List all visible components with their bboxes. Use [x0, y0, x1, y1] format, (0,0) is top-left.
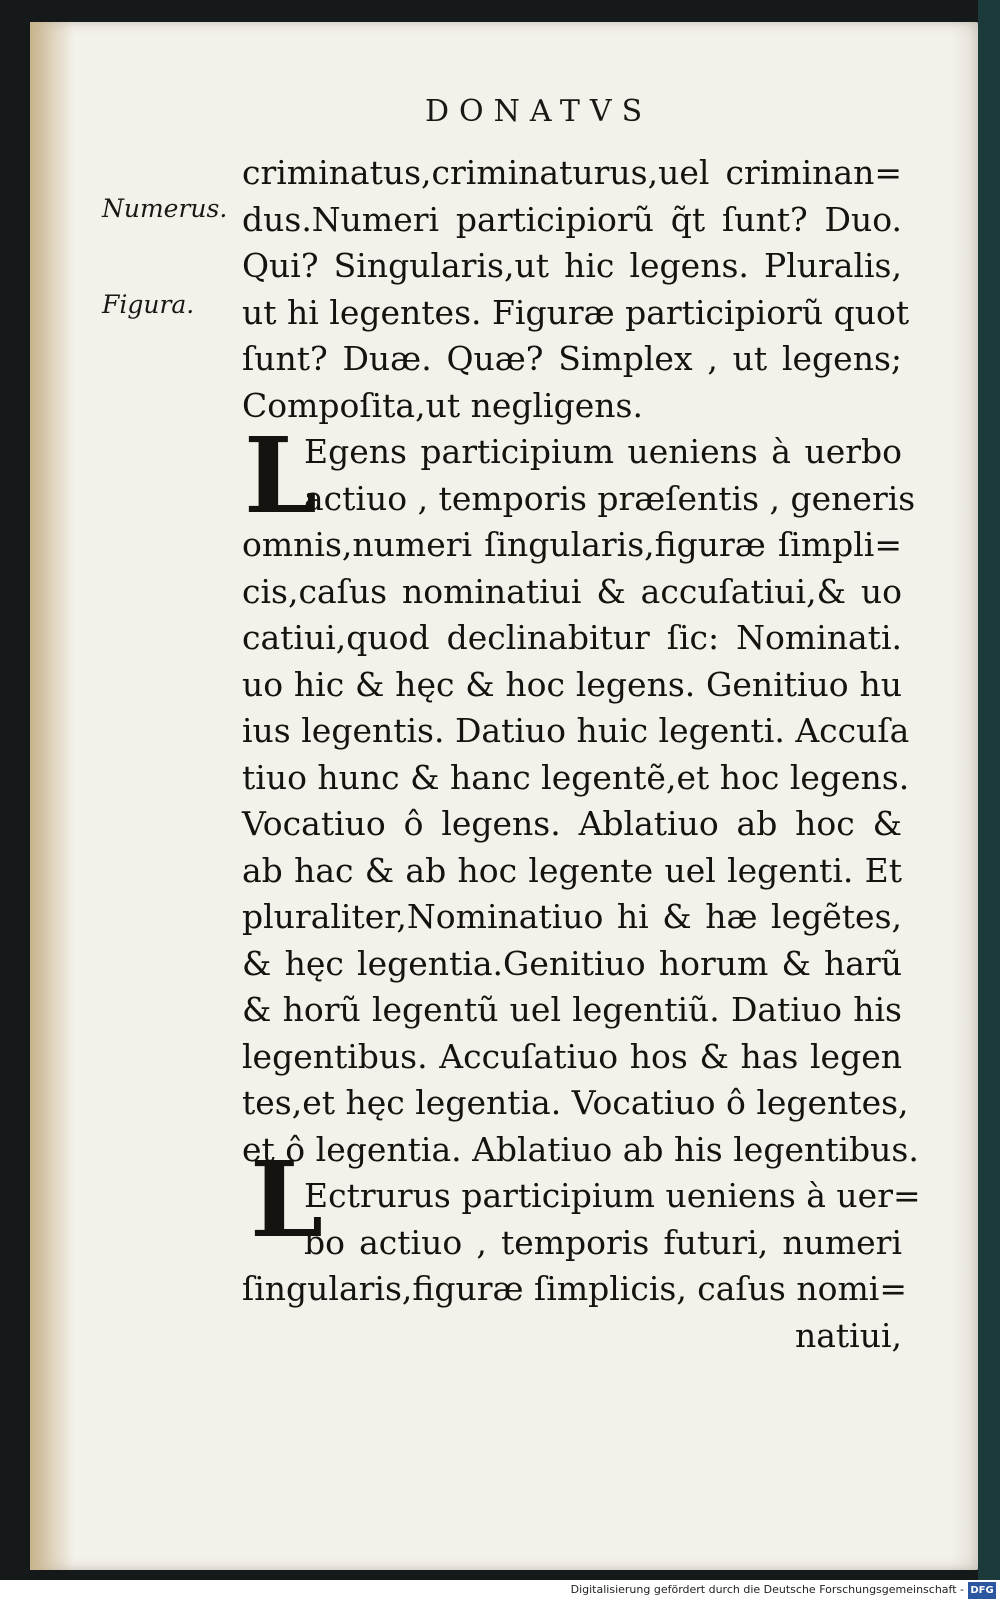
book-page: [30, 22, 978, 1570]
text-line: Qui? Singularis,ut hic legens. Pluralis,: [242, 246, 902, 285]
text-line: Ectrurus participium ueniens à uer=: [304, 1176, 921, 1215]
text-line: criminatus,criminaturus,uel criminan=: [242, 153, 902, 192]
text-line: tes,et hęc legentia. Vocatiuo ô legentes,: [242, 1083, 909, 1122]
text-line: uo hic & hęc & hoc legens. Genitiuo hu: [242, 664, 902, 704]
text-line: ſingularis,figuræ ſimplicis, caſus nomi=: [242, 1269, 907, 1308]
text-line: ius legentis. Datiuo huic legenti. Accuſa: [242, 711, 910, 750]
margin-note-numerus: Numerus.: [102, 194, 228, 223]
text-line: legentibus. Accuſatiuo hos & has legen: [242, 1036, 902, 1076]
text-line: dus.Numeri participiorũ q̃t ſunt? Duo.: [242, 199, 902, 239]
text-line: ut hi legentes. Figuræ participiorũ quot: [242, 292, 910, 332]
margin-note-figura: Figura.: [102, 290, 195, 319]
catchword: natiui,: [794, 1315, 902, 1355]
drop-cap-initial: L: [244, 414, 318, 537]
text-line: ſunt? Duæ. Quæ? Simplex , ut legens;: [242, 339, 902, 378]
text-line: bo actiuo , temporis futuri, numeri: [304, 1222, 902, 1262]
dfg-logo-icon: DFG: [968, 1582, 996, 1599]
drop-cap-initial: L: [250, 1138, 324, 1261]
text-line: omnis,numeri ſingularis,figuræ ſimpli=: [242, 525, 902, 564]
text-line: tiuo hunc & hanc legentẽ,et hoc legens.: [242, 757, 910, 797]
body-text: [242, 150, 921, 1359]
text-line: & hęc legentia.Genitiuo horum & harũ: [242, 943, 902, 983]
text-line: actiuo , temporis præſentis , generis: [304, 478, 916, 518]
text-line: cis,caſus nominatiui & accuſatiui,& uo: [242, 571, 902, 611]
footer-bar: [0, 1580, 1000, 1603]
text-line: Vocatiuo ô legens. Ablatiuo ab hoc &: [242, 804, 902, 843]
text-line: et ô legentia. Ablatiuo ab his legentibus.: [242, 1129, 919, 1169]
text-line: Compoſita,ut negligens.: [242, 385, 643, 425]
text-line: Egens participium ueniens à uerbo: [304, 432, 902, 471]
text-line: catiui,quod declinabitur ſic: Nominati.: [242, 618, 902, 657]
running-head: DONATVS: [425, 94, 653, 129]
gutter-shadow: [30, 22, 74, 1570]
book-cover-edge: [978, 0, 1000, 1580]
text-line: ab hac & ab hoc legente uel legenti. Et: [242, 850, 902, 890]
page-edge: [950, 22, 978, 1570]
footer-credit: Digitalisierung gefördert durch die Deutsche Forschungsgemeinschaft -: [570, 1583, 964, 1596]
text-line: & horũ legentũ uel legentiũ. Datiuo his: [242, 990, 902, 1029]
text-line: pluraliter,Nominatiuo hi & hæ legẽtes,: [242, 897, 902, 936]
